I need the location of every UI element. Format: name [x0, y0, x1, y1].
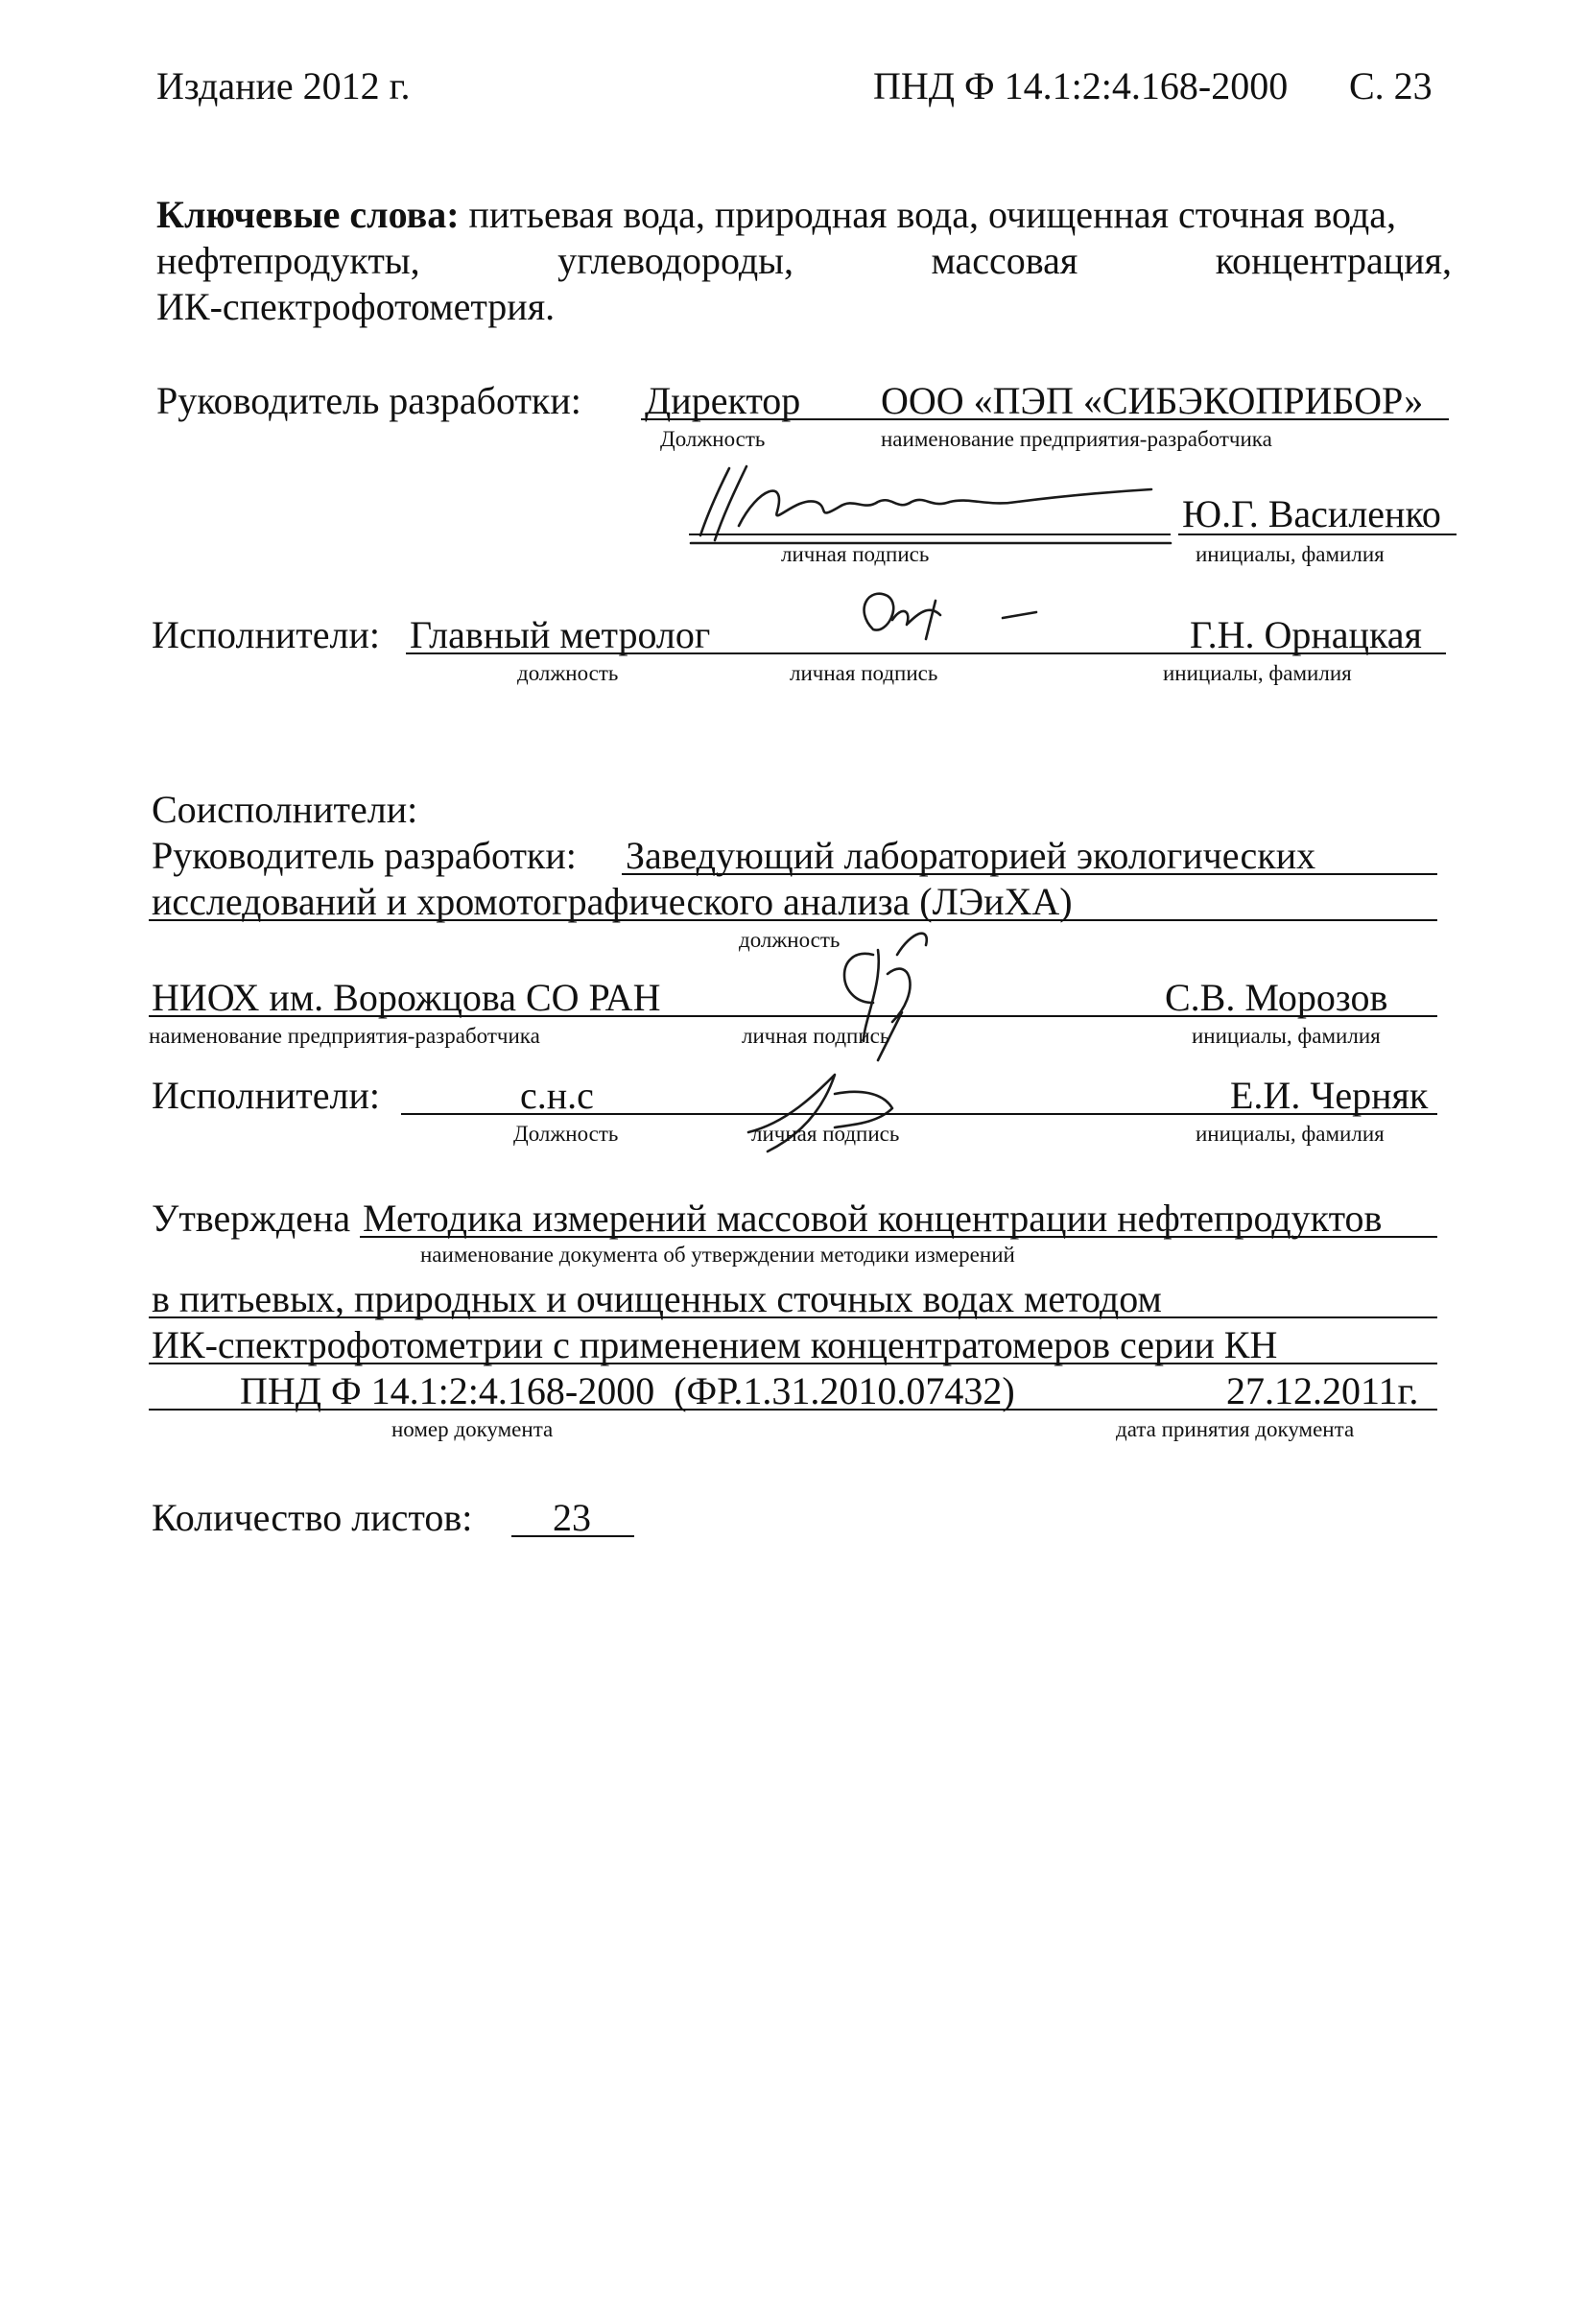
- sheets-label: Количество листов:: [152, 1496, 473, 1539]
- co-head-position-caption: должность: [739, 928, 841, 952]
- keyword-word: концентрация,: [1215, 239, 1452, 282]
- executors-label: Исполнители:: [152, 613, 381, 656]
- approval-underline-4: [149, 1409, 1437, 1411]
- approval-doc-number: ПНД Ф 14.1:2:4.168-2000 (ФР.1.31.2010.07432): [240, 1369, 1015, 1412]
- dev-head-position-caption: Должность: [660, 427, 766, 451]
- co-organization: НИОХ им. Ворожцова СО РАН: [152, 976, 661, 1019]
- executor-signature-caption: личная подпись: [790, 661, 938, 685]
- dev-head-name-underline: [1178, 534, 1457, 535]
- approval-caption-1: наименование документа об утверждении методики измерений: [420, 1243, 1015, 1267]
- approval-doc-number-caption: номер документа: [391, 1417, 554, 1441]
- dev-head-organization: ООО «ПЭП «СИБЭКОПРИБОР»: [881, 379, 1424, 422]
- approval-label: Утверждена: [152, 1197, 351, 1240]
- co-head-position-line-2: исследований и хромотографического анализа (ЛЭиХА): [152, 880, 1073, 923]
- signature-ornatskaya: [844, 581, 1075, 668]
- approval-underline-2: [149, 1316, 1437, 1318]
- page-number: С. 23: [1349, 64, 1433, 107]
- co-head-signature-caption: личная подпись: [742, 1024, 890, 1048]
- keywords-line-1: [156, 193, 1396, 236]
- keyword-word: углеводороды,: [557, 239, 794, 282]
- dev-head-organization-caption: наименование предприятия-разработчика: [881, 427, 1272, 451]
- executor-position-caption: должность: [517, 661, 619, 685]
- keyword-word: массовая: [931, 239, 1078, 282]
- document-code: ПНД Ф 14.1:2:4.168-2000: [873, 64, 1289, 107]
- dev-head-name-caption: инициалы, фамилия: [1196, 542, 1385, 566]
- executor-name: Г.Н. Орнацкая: [1190, 613, 1422, 656]
- approval-date: 27.12.2011г.: [1226, 1369, 1419, 1412]
- co-head-name: С.В. Морозов: [1165, 976, 1388, 1019]
- co-executor-name: Е.И. Черняк: [1230, 1074, 1429, 1117]
- co-head-label: Руководитель разработки:: [152, 834, 577, 877]
- co-head-name-underline: [149, 1015, 1437, 1017]
- co-executor-position: с.н.с: [520, 1074, 594, 1117]
- co-executors-label: Исполнители:: [152, 1074, 381, 1117]
- keyword-word: нефтепродукты,: [156, 239, 420, 282]
- dev-head-name: Ю.Г. Василенко: [1182, 492, 1441, 535]
- sheets-underline: [511, 1535, 634, 1537]
- approval-line-1: Методика измерений массовой концентрации нефтепродуктов: [363, 1197, 1383, 1240]
- co-head-underline-1: [622, 873, 1437, 875]
- signature-vasilenko: [672, 459, 1190, 555]
- approval-underline-3: [149, 1363, 1437, 1364]
- approval-line-3: ИК-спектрофотометрии с применением концентратомеров серии КН: [152, 1323, 1278, 1366]
- approval-date-caption: дата принятия документа: [1116, 1417, 1355, 1441]
- keywords-text-1: питьевая вода, природная вода, очищенная сточная вода,: [468, 193, 1396, 236]
- edition-label: Издание 2012 г.: [156, 64, 411, 107]
- dev-head-underline: [641, 418, 1449, 420]
- dev-head-label: Руководитель разработки:: [156, 379, 581, 422]
- approval-underline-1: [360, 1236, 1437, 1238]
- co-head-position-line-1: Заведующий лабораторией экологических: [626, 834, 1316, 877]
- co-head-underline-2: [149, 919, 1437, 921]
- approval-line-2: в питьевых, природных и очищенных сточных водах методом: [152, 1277, 1162, 1320]
- executor-position: Главный метролог: [410, 613, 711, 656]
- keywords-label: Ключевые слова:: [156, 193, 460, 236]
- dev-head-signature-caption: личная подпись: [781, 542, 930, 566]
- co-executor-position-caption: Должность: [513, 1122, 619, 1146]
- sheets-value: 23: [553, 1496, 591, 1539]
- dev-head-signature-line: [689, 534, 1171, 535]
- keywords-line-3: ИК-спектрофотометрия.: [156, 285, 556, 328]
- co-executor-name-caption: инициалы, фамилия: [1196, 1122, 1385, 1146]
- dev-head-position: Директор: [645, 379, 801, 422]
- keywords-line-2: [156, 239, 1452, 282]
- co-executors-heading: Соисполнители:: [152, 788, 418, 831]
- co-executor-signature-caption: личная подпись: [751, 1122, 900, 1146]
- co-head-name-caption: инициалы, фамилия: [1192, 1024, 1381, 1048]
- co-organization-caption: наименование предприятия-разработчика: [149, 1024, 540, 1048]
- executor-name-caption: инициалы, фамилия: [1163, 661, 1352, 685]
